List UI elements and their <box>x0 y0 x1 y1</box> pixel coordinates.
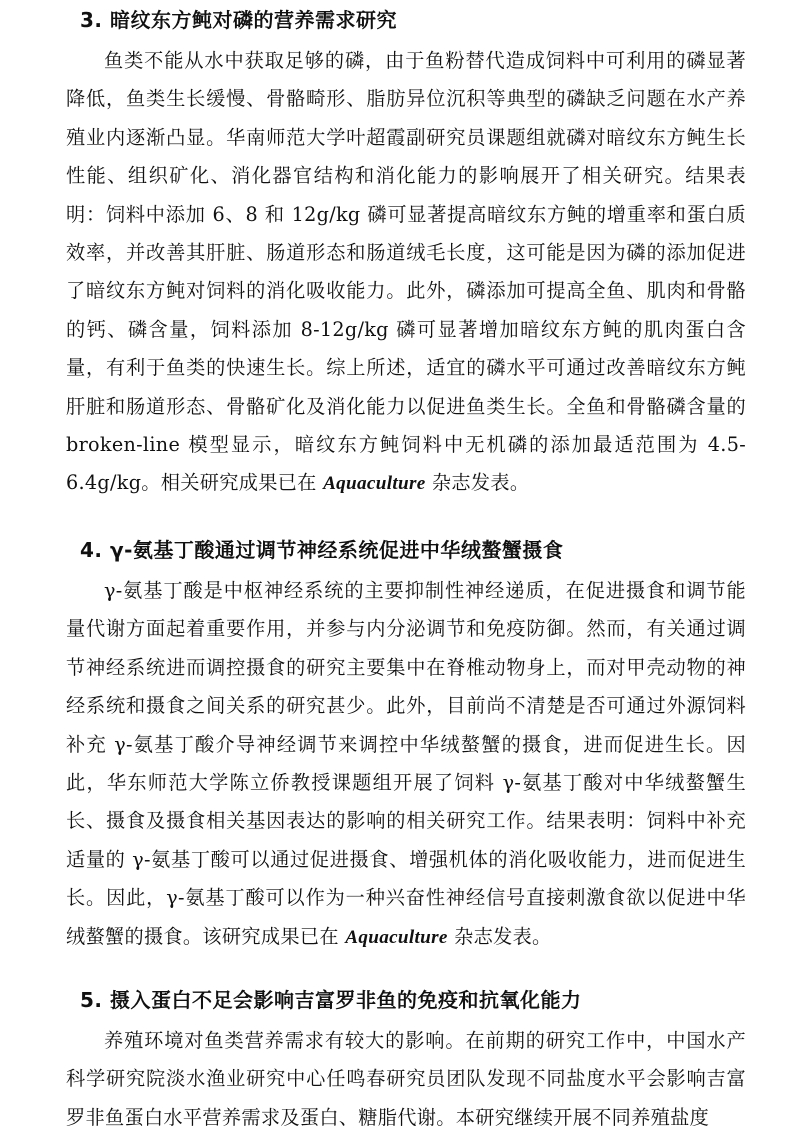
section-heading <box>66 986 746 1014</box>
section-body <box>66 1022 746 1137</box>
section-number: 3. <box>80 8 103 32</box>
body-text: 养殖环境对鱼类营养需求有较大的影响。在前期的研究工作中，中国水产科学研究院淡水渔业研究中心任鸣春研究员团队发现不同盐度水平会影响吉富罗非鱼蛋白水平营养需求及蛋白、糖脂代谢。本研究继续开展不同养殖盐度 <box>66 1029 746 1129</box>
section-number: 4. <box>80 538 103 562</box>
body-text-end: 杂志发表。 <box>425 471 530 495</box>
section-gaba <box>66 536 746 957</box>
section-phosphorus <box>66 6 746 504</box>
journal-name: Aquaculture <box>345 926 448 948</box>
section-heading <box>66 536 746 564</box>
body-text-end: 杂志发表。 <box>447 924 552 948</box>
body-text: γ-氨基丁酸是中枢神经系统的主要抑制性神经递质，在促进摄食和调节能量代谢方面起着重要作用，并参与内分泌调节和免疫防御。然而，有关通过调节神经系统进而调控摄食的研究主要集中在脊椎动物身上，而对甲壳动物的神经系统和摄食之间关系的研究甚少。此外，目前尚不清楚是否可通过外源饲料补充 γ-氨基丁酸介导神经调节来调控中华绒螯蟹的摄食，进而促进生长。因此，华东师范大学陈立侨教授课题组开展了饲料 γ-氨基丁酸对中华绒螯蟹生长、摄食及摄食相关基因表达的影响的相关研究工作。结果表明：饲料中补充适量的 γ-氨基丁酸可以通过促进摄食、增强机体的消化吸收能力，进而促进生长。因此，γ-氨基丁酸可以作为一种兴奋性神经信号直接刺激食欲以促进中华绒螯蟹的摄食。该研究成果已在 <box>66 579 746 948</box>
body-text: 鱼类不能从水中获取足够的磷，由于鱼粉替代造成饲料中可利用的磷显著降低，鱼类生长缓慢、骨骼畸形、脂肪异位沉积等典型的磷缺乏问题在水产养殖业内逐渐凸显。华南师范大学叶超霞副研究员课题组就磷对暗纹东方鲀生长性能、组织矿化、消化器官结构和消化能力的影响展开了相关研究。结果表明：饲料中添加 6、8 和 12g/kg 磷可显著提高暗纹东方鲀的增重率和蛋白质效率，并改善其肝脏、肠道形态和肠道绒毛长度，这可能是因为磷的添加促进了暗纹东方鲀对饲料的消化吸收能力。此外，磷添加可提高全鱼、肌肉和骨骼的钙、磷含量，饲料添加 8-12g/kg 磷可显著增加暗纹东方鲀的肌肉蛋白含量，有利于鱼类的快速生长。综上所述，适宜的磷水平可通过改善暗纹东方鲀肝脏和肠道形态、骨骼矿化及消化能力以促进鱼类生长。全鱼和骨骼磷含量的 broken-line 模型显示，暗纹东方鲀饲料中无机磷的添加最适范围为 4.5-6.4g/kg。相关研究成果已在 <box>66 49 746 495</box>
section-body <box>66 572 746 957</box>
section-heading <box>66 6 746 34</box>
section-title: 暗纹东方鲀对磷的营养需求研究 <box>110 8 397 32</box>
journal-name: Aquaculture <box>323 473 426 495</box>
section-title: 摄入蛋白不足会影响吉富罗非鱼的免疫和抗氧化能力 <box>110 988 582 1012</box>
section-title: γ-氨基丁酸通过调节神经系统促进中华绒螯蟹摄食 <box>110 538 564 562</box>
section-body <box>66 42 746 504</box>
section-protein-intake <box>66 986 746 1137</box>
section-number: 5. <box>80 988 103 1012</box>
